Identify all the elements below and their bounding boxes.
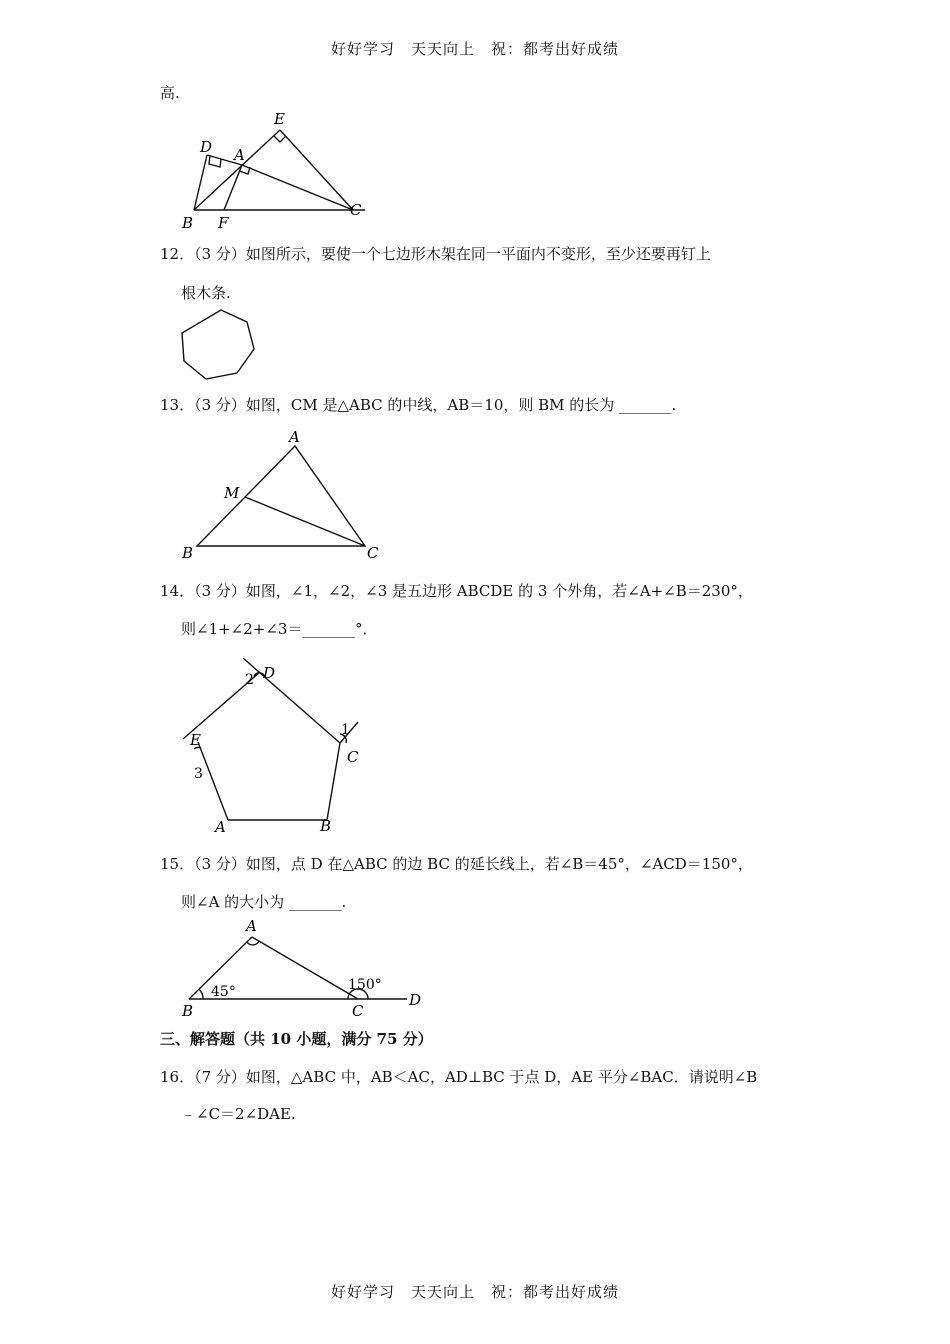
fig14-label-d: D xyxy=(263,664,276,682)
fig14-label-c: C xyxy=(347,748,359,766)
fig13-label-m: M xyxy=(224,484,240,502)
fig11-label-e: E xyxy=(274,110,285,128)
fig15-label-d: D xyxy=(409,991,422,1009)
fig15-label-c: C xyxy=(352,1002,364,1020)
fig14-label-3: 3 xyxy=(194,766,203,782)
q11-tail-text: 高. xyxy=(160,84,180,102)
fig13-label-c: C xyxy=(367,544,379,562)
figure-q14 xyxy=(175,650,375,840)
fig15-label-45: 45° xyxy=(211,984,236,1000)
page-footer: 好好学习 天天向上 祝：都考出好成绩 xyxy=(330,1283,619,1301)
fig13-label-a: A xyxy=(289,428,300,446)
q15-line1: 15．（3 分）如图，点 D 在△ABC 的边 BC 的延长线上，若∠B＝45°，∠ACD＝150°， xyxy=(160,855,753,873)
fig11-label-a: A xyxy=(234,146,245,164)
fig14-label-a: A xyxy=(215,818,226,836)
page-header: 好好学习 天天向上 祝：都考出好成绩 xyxy=(330,40,619,58)
fig11-label-c: C xyxy=(350,201,362,219)
q15-line2: 则∠A 的大小为 _______. xyxy=(181,893,347,911)
figure-q15 xyxy=(175,915,435,1023)
fig11-label-f: F xyxy=(218,214,229,232)
fig11-label-b: B xyxy=(182,214,194,232)
figure-q12-heptagon xyxy=(175,304,260,386)
fig15-label-150: 150° xyxy=(348,977,382,993)
q14-line1: 14．（3 分）如图，∠1，∠2，∠3 是五边形 ABCDE 的 3 个外角，若∠A+∠B＝230°， xyxy=(160,582,753,600)
fig14-label-e: E xyxy=(190,731,201,749)
q16-line2: ﹣∠C＝2∠DAE. xyxy=(181,1105,296,1123)
q14-line2: 则∠1+∠2+∠3＝_______°． xyxy=(181,620,378,638)
fig14-label-b: B xyxy=(320,817,332,835)
figure-q13 xyxy=(175,426,390,566)
q12-line1: 12．（3 分）如图所示，要使一个七边形木架在同一平面内不变形，至少还要再钉上 xyxy=(160,245,711,263)
fig14-label-2: 2 xyxy=(245,672,254,688)
q12-line2: 根木条. xyxy=(181,284,231,302)
section-3-title: 三、解答题（共 10 小题，满分 75 分） xyxy=(160,1030,433,1048)
q16-line1: 16．（7 分）如图，△ABC 中，AB＜AC，AD⊥BC 于点 D，AE 平分∠BAC．请说明∠B xyxy=(160,1068,758,1086)
fig15-label-a: A xyxy=(246,917,257,935)
fig15-label-b: B xyxy=(182,1002,194,1020)
fig11-label-d: D xyxy=(200,138,213,156)
q13-line1: 13．（3 分）如图，CM 是△ABC 的中线，AB＝10，则 BM 的长为 _______. xyxy=(160,396,677,414)
fig13-label-b: B xyxy=(182,544,194,562)
fig14-label-1: 1 xyxy=(341,722,350,738)
figure-q11 xyxy=(170,108,380,233)
